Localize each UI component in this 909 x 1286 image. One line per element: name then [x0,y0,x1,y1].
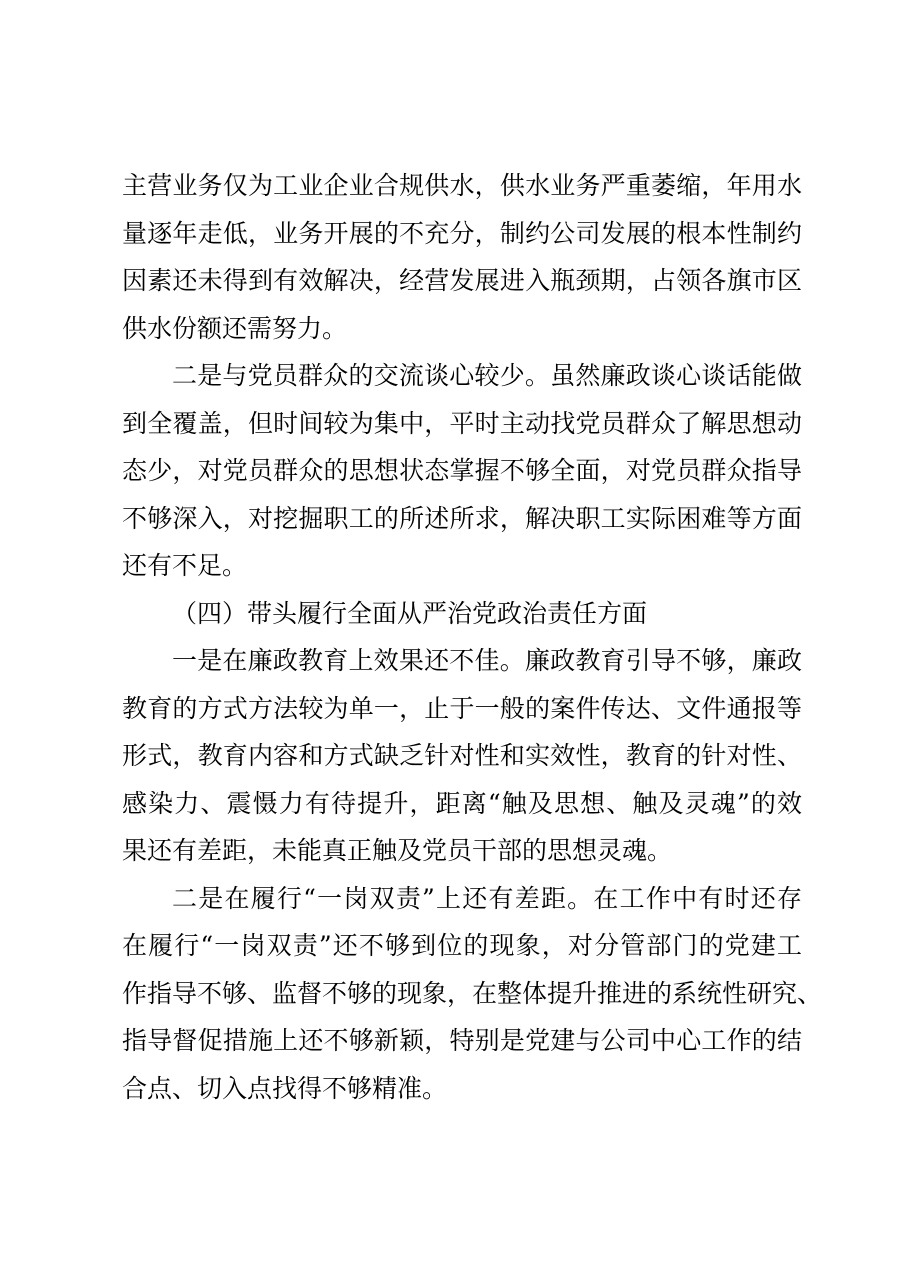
text-line: 还有不足。 [122,551,248,580]
text-line: 果还有差距，未能真正触及党员干部的思想灵魂。 [122,836,673,865]
document-body [122,162,823,1112]
text-line: 指导督促措施上还不够新颖，特别是党建与公司中心工作的结 [122,1026,802,1055]
text-line: 供水份额还需努力。 [122,313,348,343]
text-line: 到全覆盖，但时间较为集中，平时主动找党员群众了解思想动 [122,408,802,438]
text-line: 教育的方式方法较为单一，止于一般的案件传达、文件通报等 [122,693,802,723]
text-line: 量逐年走低，业务开展的不充分，制约公司发展的根本性制约 [122,218,802,248]
text-line: 感染力、震慑力有待提升，距离“触及思想、触及灵魂”的效 [122,788,802,818]
text-line: 作指导不够、监督不够的现象，在整体提升推进的系统性研究、 [122,978,823,1008]
text-line: 形式，教育内容和方式缺乏针对性和实效性，教育的针对性、 [122,741,802,770]
text-line: 态少，对党员群众的思想状态掌握不够全面，对党员群众指导 [122,456,802,485]
text-line: 二是在履行“一岗双责”上还有差距。在工作中有时还存 [172,883,802,913]
text-line: 因素还未得到有效解决，经营发展进入瓶颈期，占领各旗市区 [122,266,802,295]
text-line: 合点、切入点找得不够精准。 [122,1073,448,1103]
text-line: 二是与党员群众的交流谈心较少。虽然廉政谈心谈话能做 [172,361,802,390]
text-line: 主营业务仅为工业企业合规供水，供水业务严重萎缩，年用水 [122,171,802,200]
text-line: 不够深入，对挖掘职工的所述所求，解决职工实际困难等方面 [122,503,802,533]
section-heading: （四）带头履行全面从严治党政治责任方面 [172,598,648,628]
text-line: 一是在廉政教育上效果还不佳。廉政教育引导不够，廉政 [172,646,802,675]
text-line: 在履行“一岗双责”还不够到位的现象，对分管部门的党建工 [122,931,802,960]
